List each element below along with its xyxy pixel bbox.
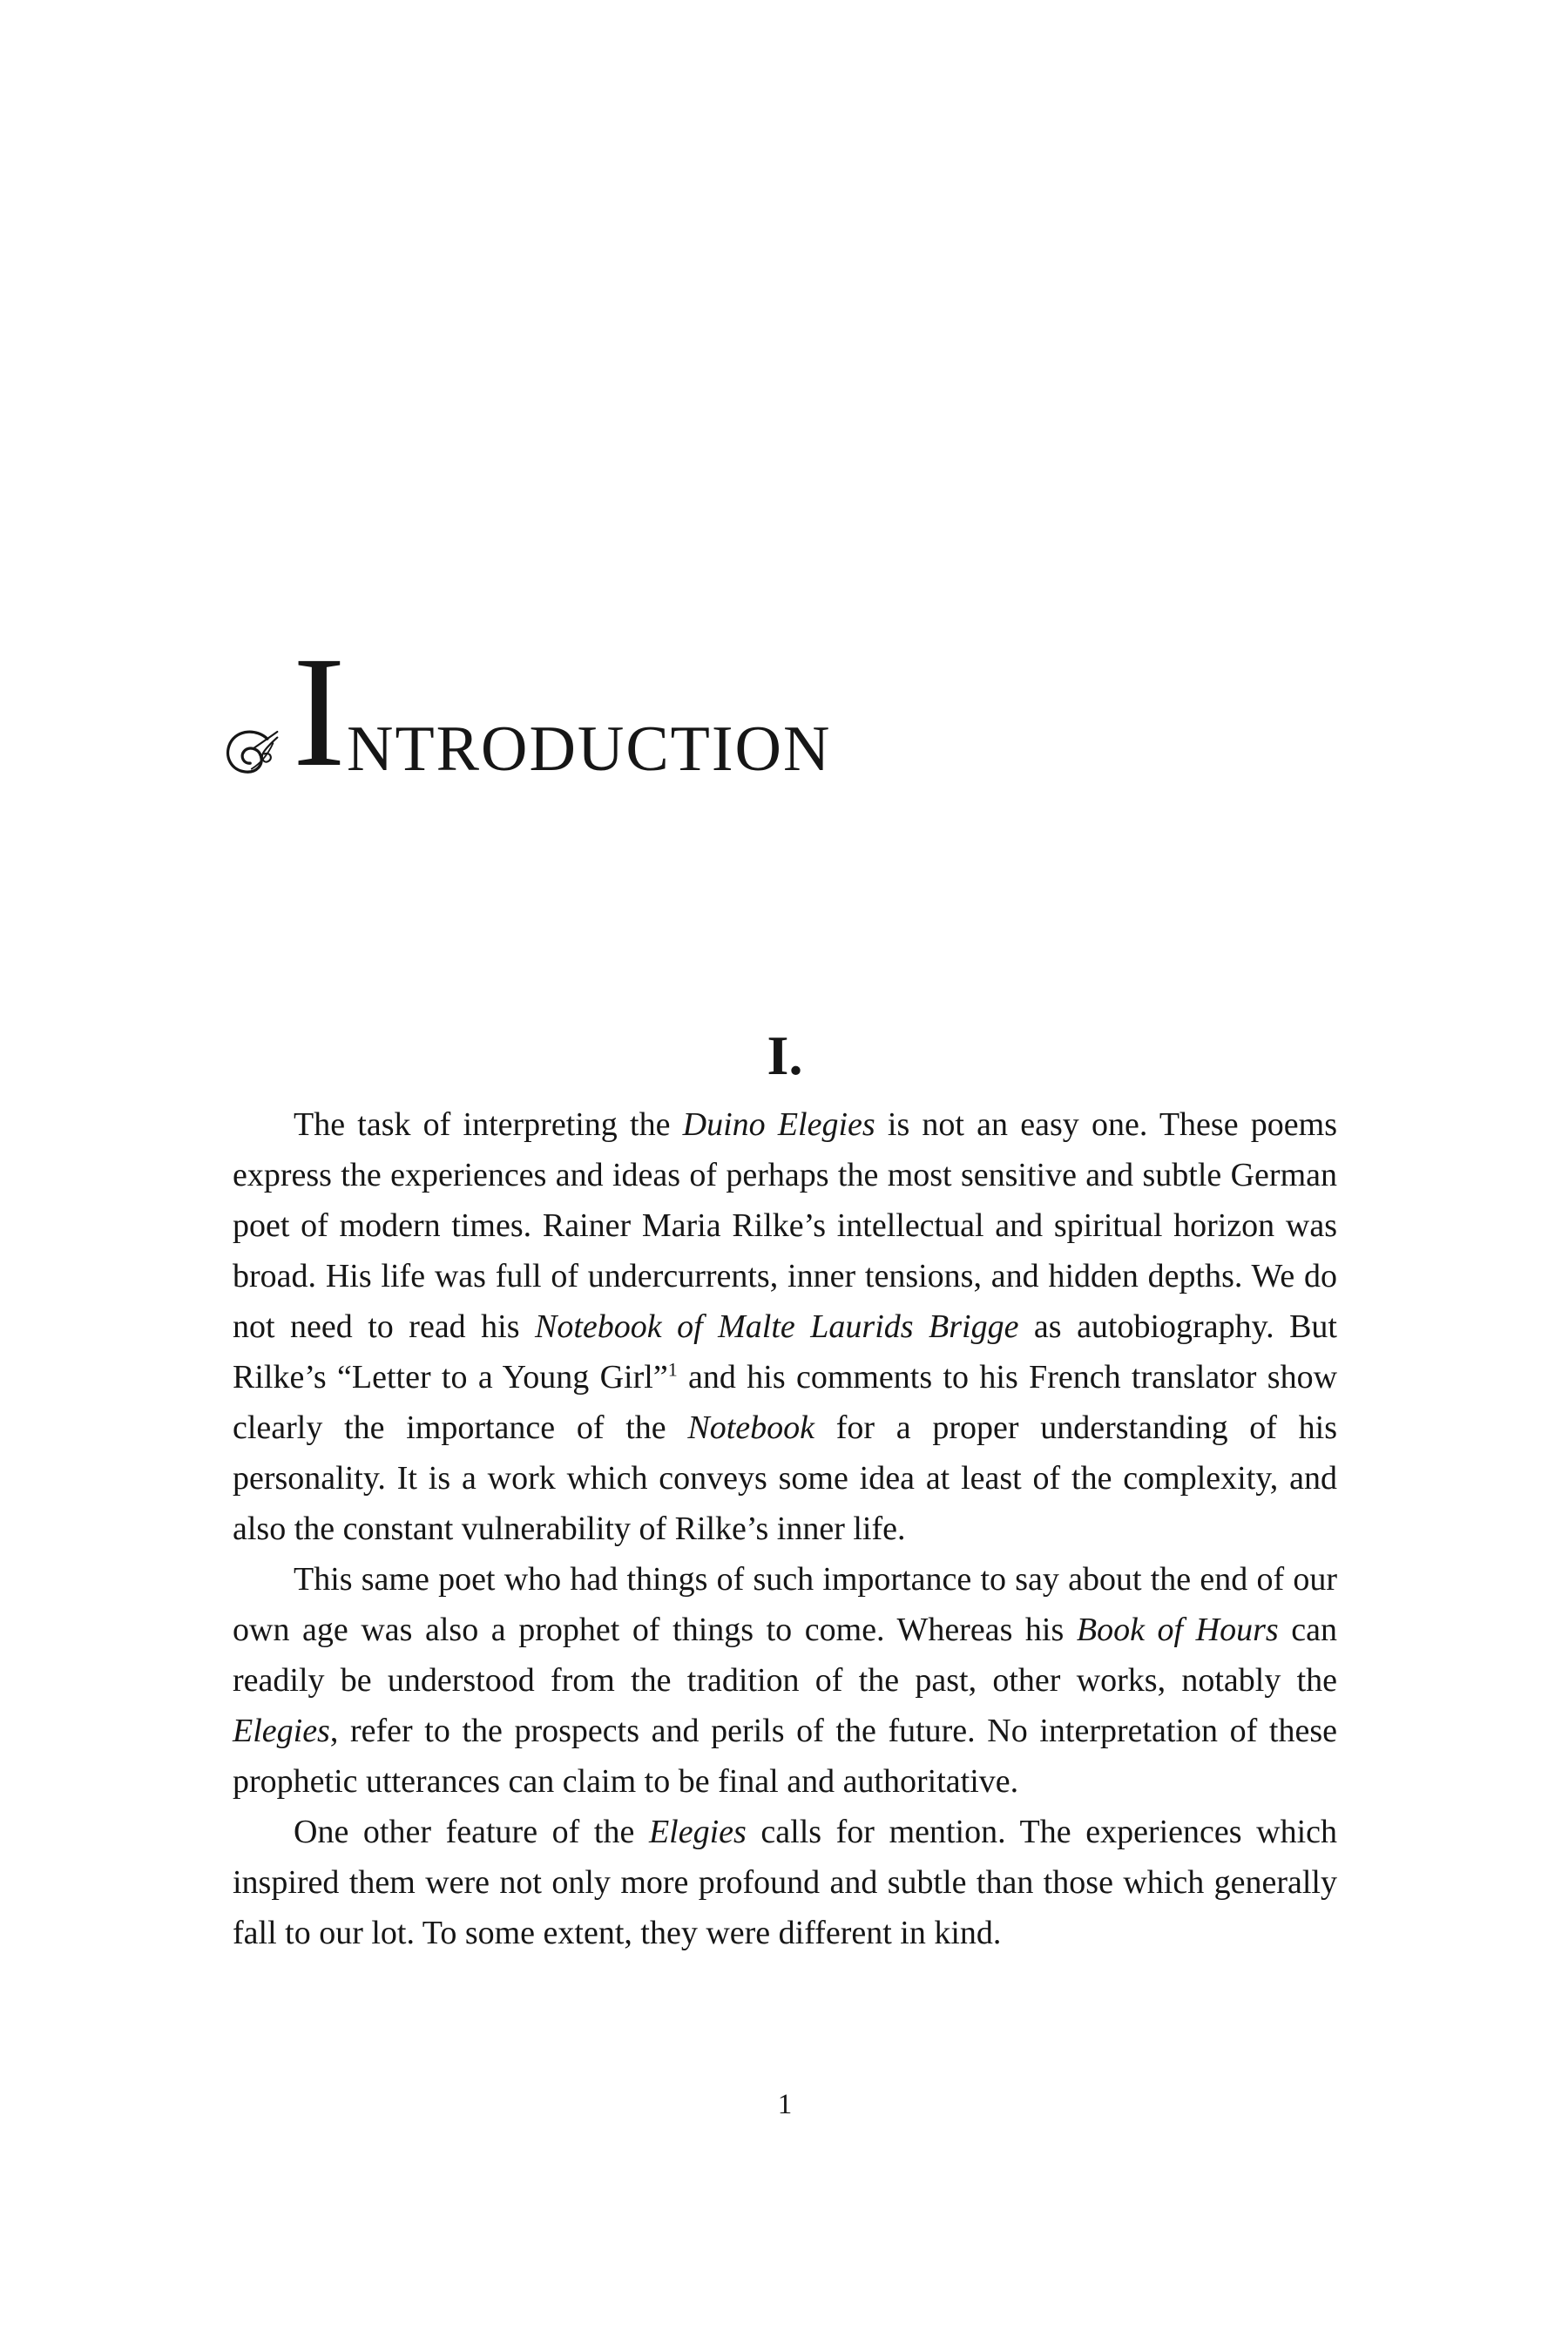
text-segment: calls for mention. The experiences which inspired them were not only more profound and subtle than those which generally fall to our lot. To some extent, they were different in kind. (233, 1814, 1337, 1951)
content-column (233, 1024, 1337, 1958)
text-segment: and his comments to his French translator show clearly the importance of the (233, 1359, 1338, 1446)
text-segment: One other feature of the (294, 1814, 649, 1850)
chapter-title-initial: I (293, 625, 346, 800)
italic-text-segment: Elegies (648, 1814, 747, 1850)
fleuron-ornament-icon (223, 724, 279, 780)
italic-text-segment: Duino Elegies (682, 1106, 875, 1143)
text-segment: The task of interpreting the (294, 1106, 683, 1143)
text-segment: can readily be understood from the tradition of the past, other works, notably the (233, 1612, 1338, 1699)
italic-text-segment: Elegies (233, 1713, 330, 1749)
italic-text-segment: Notebook of Malte Laurids Brigge (535, 1308, 1019, 1345)
footnote-marker: 1 (667, 1358, 678, 1381)
chapter-title-rest: NTRODUCTION (347, 713, 832, 785)
italic-text-segment: Book of Hours (1076, 1612, 1279, 1648)
italic-text-segment: Notebook (687, 1409, 815, 1446)
text-segment: for a proper understanding of his personality. It is a work which conveys some idea at least of the complexity, and also the constant vulnerability of Rilke’s inner life. (233, 1409, 1338, 1547)
section-heading: I. (767, 1024, 803, 1086)
text-segment: as autobiography. But Rilke’s “Letter to a Young Girl” (233, 1308, 1337, 1396)
text-segment: , refer to the prospects and perils of the future. No interpretation of these prophetic utterances can claim to be final and authoritative. (233, 1713, 1337, 1800)
paragraph (233, 1554, 1337, 1807)
chapter-title (223, 625, 1007, 800)
page-number: 1 (777, 2089, 793, 2120)
paragraph (233, 1099, 1337, 1554)
text-segment: is not an easy one. These poems express the experiences and ideas of perhaps the most sensitive and subtle German poet of modern times. Rainer Maria Rilke’s intellectual and spiritual horizon was broad. His life was full of undercurrents, inner tensions, and hidden depths. We do not need to read his (233, 1106, 1337, 1345)
body-paragraphs (233, 1099, 1337, 1958)
paragraph (233, 1807, 1337, 1958)
text-segment: This same poet who had things of such importance to say about the end of our own age was also a prophet of things to come. Whereas his (233, 1561, 1337, 1648)
